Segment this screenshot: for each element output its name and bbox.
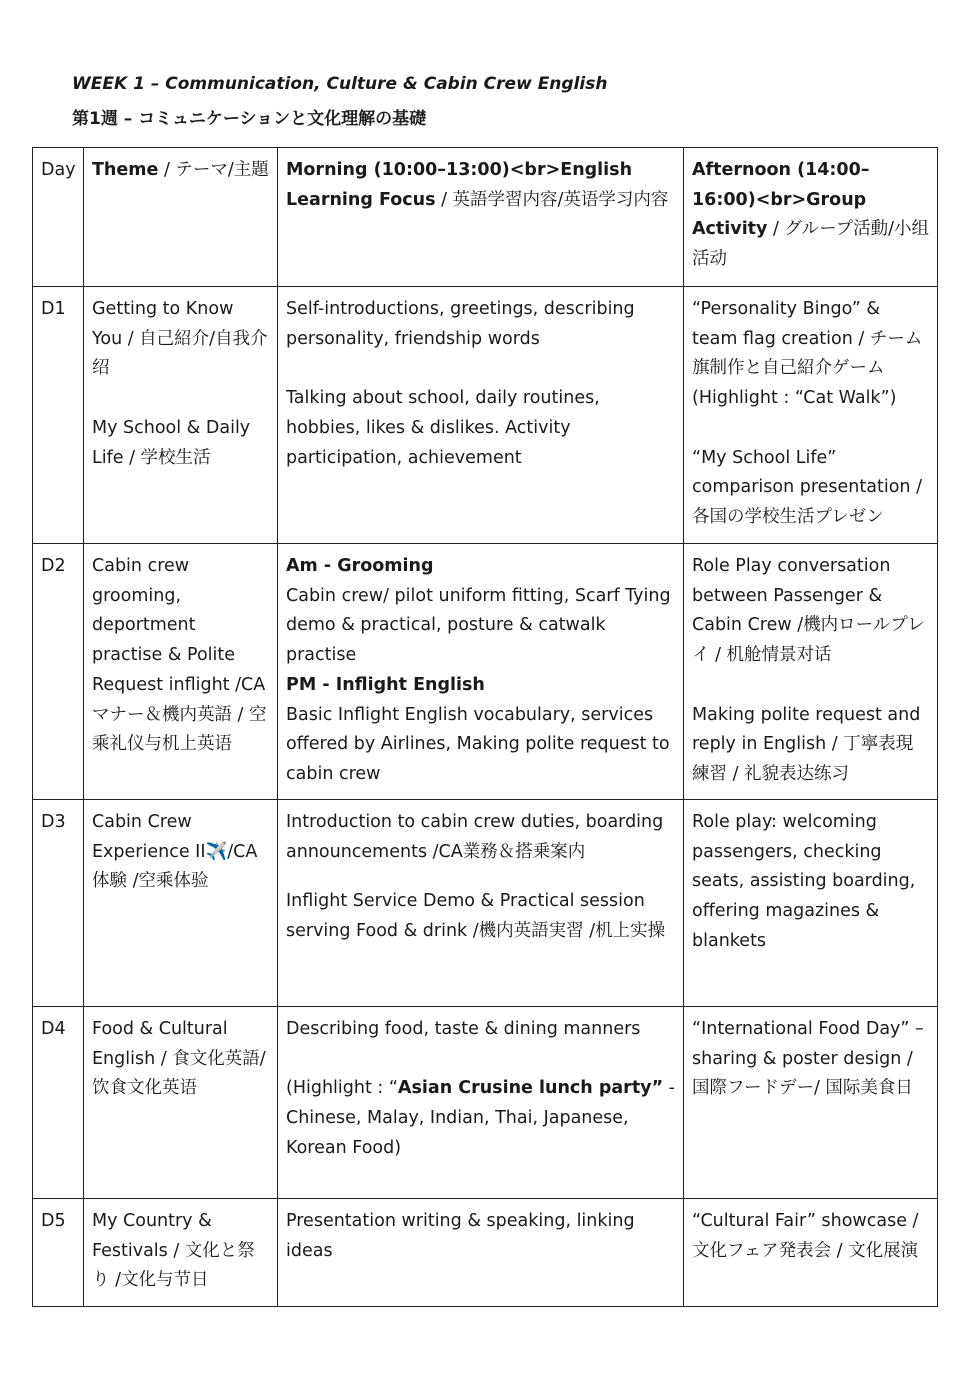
header-row — [33, 148, 938, 287]
morning-text: Introduction to cabin crew duties, boarding announcements /CA業務＆搭乗案内 — [286, 812, 664, 862]
morning-text: Inflight Service Demo & Practical session serving Food & drink /機内英語実習 /机上实操 — [286, 891, 666, 942]
afternoon-text: “My School Life” comparison presentation / 各国の学校生活プレゼン — [692, 447, 922, 527]
day-cell: D5 — [33, 1199, 84, 1307]
afternoon-cell — [684, 544, 938, 800]
day-cell: D3 — [33, 800, 84, 1007]
schedule-table — [32, 147, 938, 1307]
header-theme — [84, 148, 278, 287]
morning-text — [286, 1074, 675, 1163]
theme-cell — [84, 1007, 278, 1199]
morning-text: Describing food, taste & dining manners — [286, 1019, 641, 1039]
afternoon-text: “International Food Day” – sharing & poster design / 国際フードデー/ 国际美食日 — [692, 1019, 924, 1099]
highlight-details: - Chinese, Malay, Indian, Thai, Japanese, Korean Food) — [286, 1078, 675, 1158]
header-afternoon — [684, 148, 938, 287]
morning-cell — [278, 544, 684, 800]
theme-text: Cabin crew grooming, deportment practise & Polite Request inflight /CA マナー＆機内英語 / 空乘礼仪与机上英语 — [92, 556, 267, 755]
afternoon-cell — [684, 1199, 938, 1307]
table-row-d3 — [33, 800, 938, 1007]
afternoon-cell — [684, 1007, 938, 1199]
header-morning-translation: / 英語学習内容/英语学习内容 — [435, 189, 669, 210]
table-row-d1 — [33, 287, 938, 544]
morning-cell — [278, 1199, 684, 1307]
afternoon-text: Making polite request and reply in English / 丁寧表現練習 / 礼貌表达练习 — [692, 704, 921, 784]
highlight-name: Asian Crusine lunch party” — [397, 1078, 664, 1099]
theme-cell — [84, 544, 278, 800]
afternoon-cell — [684, 800, 938, 1007]
week-title: WEEK 1 – Communication, Culture & Cabin Crew English — [72, 74, 608, 94]
theme-text: Food & Cultural English / 食文化英語/饮食文化英语 — [92, 1019, 266, 1099]
afternoon-text: Role Play conversation between Passenger & Cabin Crew /機内ロールプレイ / 机舱情景对话 — [692, 556, 925, 666]
theme-text: My School & Daily Life / 学校生活 — [92, 417, 251, 468]
morning-cell — [278, 287, 684, 544]
table-row-d5 — [33, 1199, 938, 1307]
table-row-d4 — [33, 1007, 938, 1199]
morning-text: Presentation writing & speaking, linking ideas — [286, 1211, 635, 1261]
afternoon-text: “Personality Bingo” & team flag creation / チーム旗制作と自己紹介ゲーム (Highlight : “Cat Walk”) — [692, 299, 923, 409]
morning-text: Talking about school, daily routines, hobbies, likes & dislikes. Activity participation, achievement — [286, 388, 600, 468]
morning-cell — [278, 800, 684, 1007]
header-theme-translation: / テーマ/主題 — [158, 160, 269, 180]
afternoon-text: “Cultural Fair” showcase / 文化フェア発表会 / 文化展演 — [692, 1211, 919, 1261]
theme-cell — [84, 287, 278, 544]
header-theme-label: Theme — [92, 160, 159, 180]
theme-cell — [84, 800, 278, 1007]
theme-text: My Country & Festivals / 文化と祭り /文化与节日 — [92, 1211, 255, 1291]
afternoon-cell — [684, 287, 938, 544]
table-row-d2 — [33, 544, 938, 800]
afternoon-text: Role play: welcoming passengers, checking seats, assisting boarding, offering magazines & blankets — [692, 812, 916, 951]
day-cell: D1 — [33, 287, 84, 544]
theme-text: Cabin Crew Experience II✈️/CA体験 /空乘体验 — [92, 812, 258, 892]
header-morning — [278, 148, 684, 287]
morning-heading: PM - Inflight English — [286, 674, 485, 695]
morning-text: Basic Inflight English vocabulary, services offered by Airlines, Making polite request to cabin crew — [286, 704, 670, 784]
morning-heading: Am - Grooming — [286, 556, 434, 576]
day-cell: D2 — [33, 544, 84, 800]
morning-text: Cabin crew/ pilot uniform fitting, Scarf Tying demo & practical, posture & catwalk practise — [286, 585, 671, 666]
header-day: Day — [33, 148, 84, 287]
theme-cell — [84, 1199, 278, 1307]
morning-cell — [278, 1007, 684, 1199]
header-afternoon-translation: / グループ活動/小组活动 — [692, 219, 929, 270]
week-subtitle: 第1週 – コミュニケーションと文化理解の基礎 — [72, 109, 427, 129]
header-morning-label: Morning (10:00–13:00)<br>English Learning Focus — [286, 160, 633, 210]
day-cell: D4 — [33, 1007, 84, 1199]
header-afternoon-label: Afternoon (14:00–16:00)<br>Group Activity — [692, 160, 870, 240]
highlight-prefix: (Highlight : “ — [286, 1078, 398, 1099]
theme-text: Getting to Know You / 自己紹介/自我介绍 — [92, 299, 268, 379]
morning-text: Self-introductions, greetings, describing personality, friendship words — [286, 299, 635, 349]
